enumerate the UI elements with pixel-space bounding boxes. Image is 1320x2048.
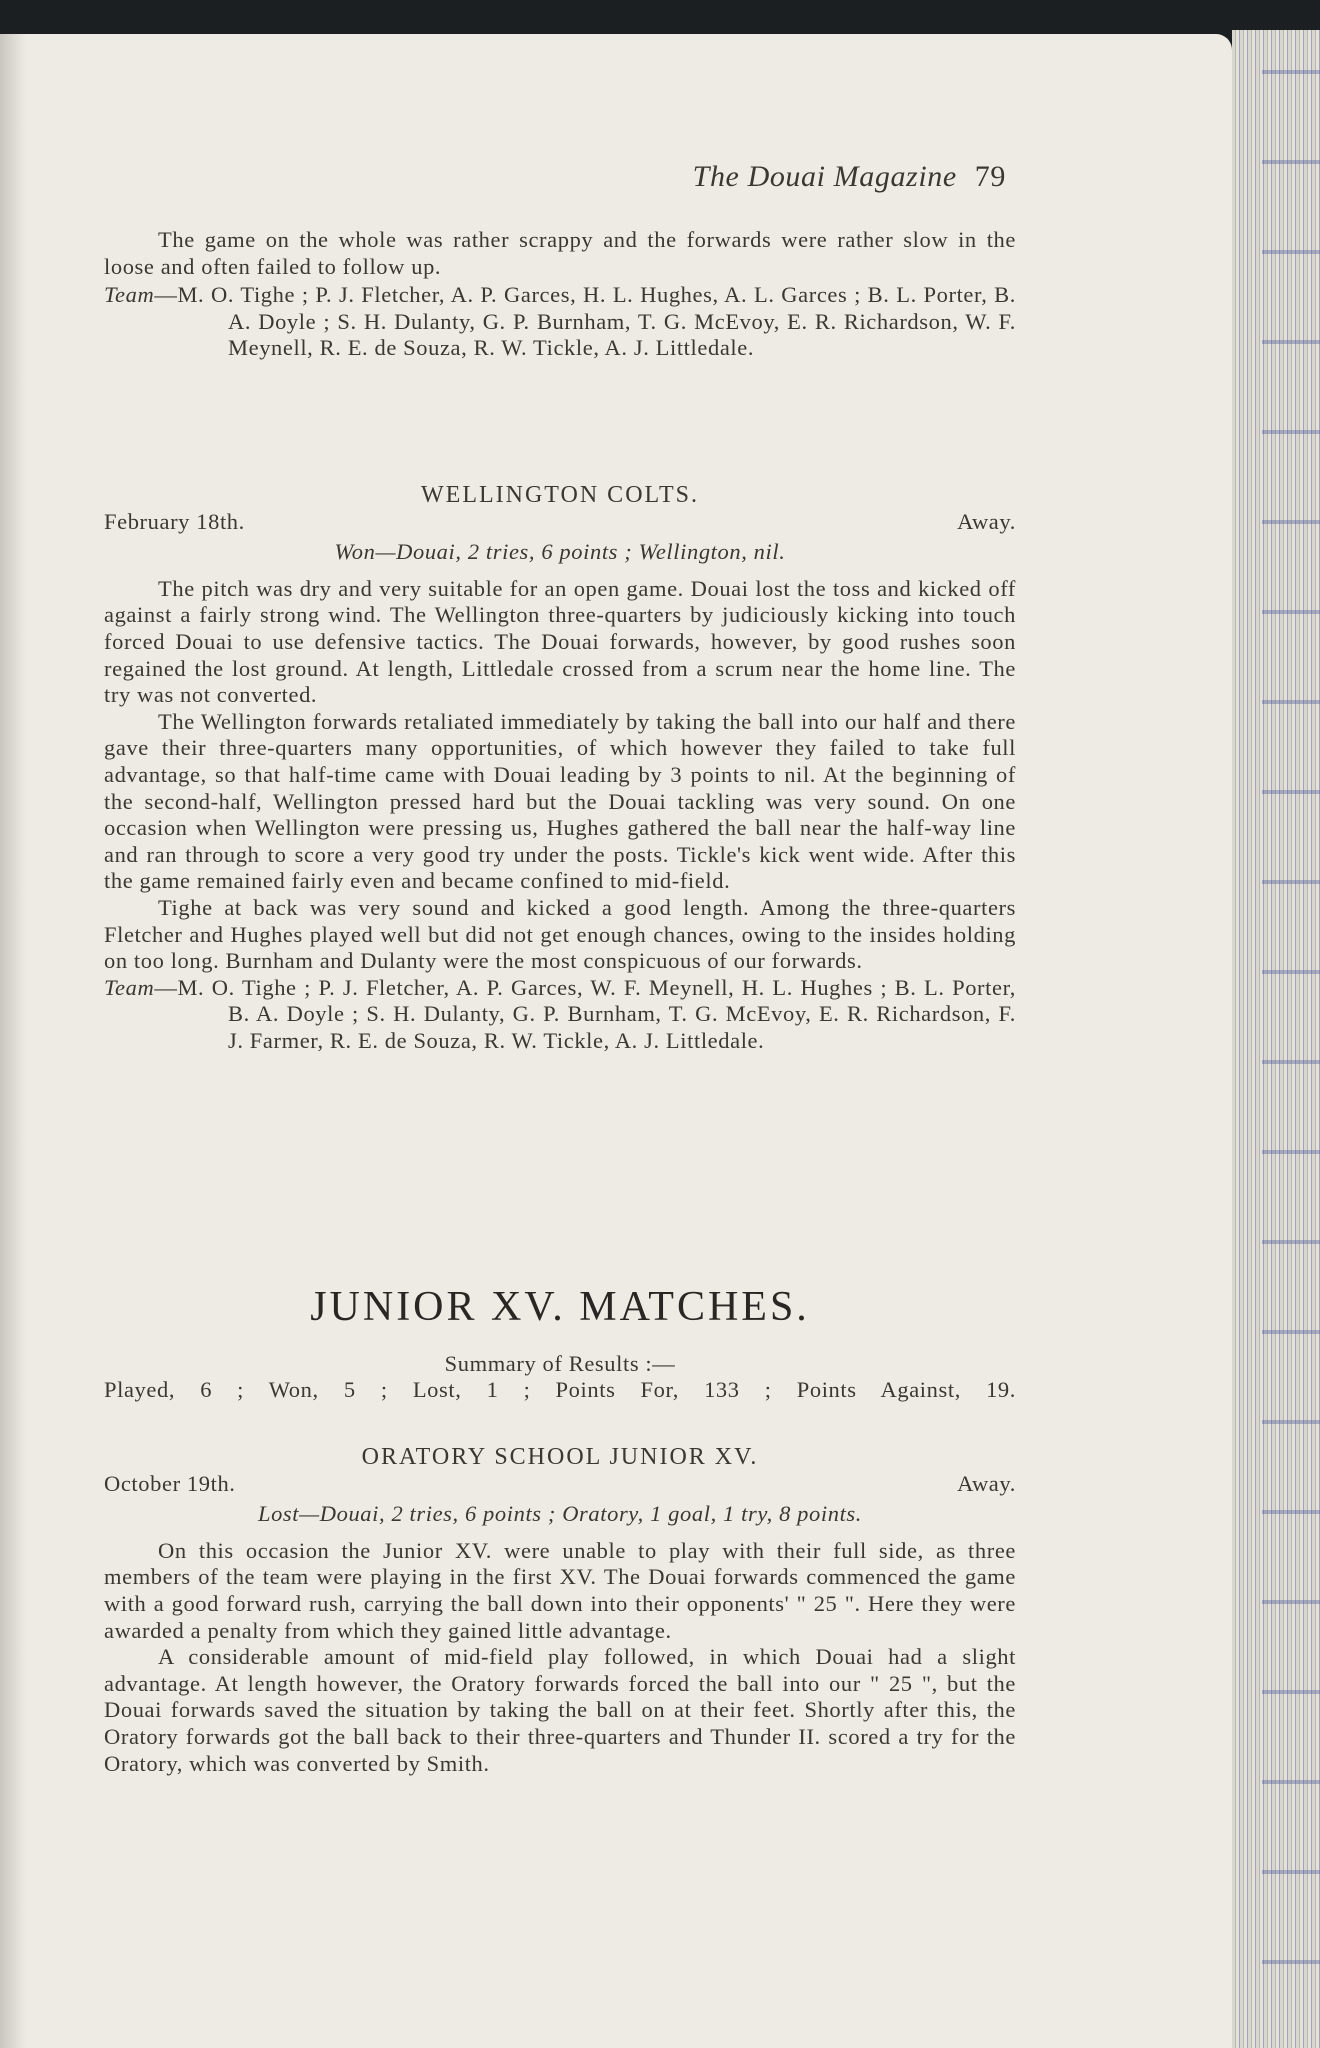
- intro-paragraph: The game on the whole was rather scrappy and the forwards were rather slow in the loose and often failed to follow up.: [104, 227, 1016, 279]
- report-paragraph-1: On this occasion the Junior XV. were unable to play with their full side, as three members of the team were playing in the first XV. The Douai forwards commenced the game with a good forward rush, carrying the ball down into their opponents' " 25 ". Here they were awarded a penalty from which they gained little advantage.: [104, 1537, 1016, 1643]
- main-heading: JUNIOR XV. MATCHES.: [310, 1284, 810, 1330]
- team-label: Team: [104, 282, 155, 308]
- match-info-row: [104, 509, 1016, 536]
- summary-results: Played, 6 ; Won, 5 ; Lost, 1 ; Points For, 133 ; Points Against, 19.: [104, 1377, 1016, 1403]
- wellington-section: [104, 482, 1016, 1054]
- match-venue: Away.: [957, 508, 1016, 534]
- match-result: Lost—Douai, 2 tries, 6 points ; Oratory, 1 goal, 1 try, 8 points.: [257, 1501, 863, 1527]
- intro-section: [104, 227, 1016, 362]
- page-number: 79: [974, 160, 1006, 193]
- team-names: —M. O. Tighe ; P. J. Fletcher, A. P. Garces, W. F. Meynell, H. L. Hughes ; B. L. Porter, B. A. Doyle ; S. H. Dulanty, G. P. Burnham, T. G. McEvoy, E. R. Richardson, F. J. Farmer, R. E. de Souza, R. W. Tickle, A. J. Littledale.: [154, 974, 1016, 1053]
- magazine-title: The Douai Magazine: [692, 160, 957, 193]
- wellington-team-list: [104, 975, 1016, 1055]
- page-gutter-shadow: [0, 34, 26, 2048]
- report-paragraph-2: The Wellington forwards retaliated immediately by taking the ball into our half and there gave their three-quarters many opportunities, of which however they failed to take full advantage, so that half-time came with Douai leading by 3 points to nil. At the beginning of the second-half, Wellington pressed hard but the Douai tackling was very sound. On one occasion when Wellington were pressing us, Hughes gathered the ball near the half-way line and ran through to score a very good try under the posts. Tickle's kick went wide. After this the game remained fairly even and became confined to mid-field.: [104, 708, 1016, 894]
- page-edges: [1232, 30, 1320, 2048]
- junior-section: [104, 1284, 1016, 1404]
- team-names: —M. O. Tighe ; P. J. Fletcher, A. P. Garces, H. L. Hughes, A. L. Garces ; B. L. Porter, B. A. Doyle ; S. H. Dulanty, G. P. Burnham, T. G. McEvoy, E. R. Richardson, W. F. Meynell, R. E. de Souza, R. W. Tickle, A. J. Littledale.: [154, 282, 1016, 361]
- report-paragraph-2: A considerable amount of mid-field play followed, in which Douai had a slight advantage. At length however, the Oratory forwards forced the ball into our " 25 ", but the Douai forwards saved the situation by taking the ball on at their feet. Shortly after this, the Oratory forwards got the ball back to their three-quarters and Thunder II. scored a try for the Oratory, which was converted by Smith.: [104, 1644, 1016, 1776]
- report-paragraph-3: Tighe at back was very sound and kicked a good length. Among the three-quarters Fletcher and Hughes played well but did not get enough chances, owing to the insides holding on too long. Burnham and Dulanty were the most conspicuous of our forwards.: [104, 894, 1016, 974]
- intro-team-list: [104, 282, 1016, 362]
- match-info-row: [104, 1471, 1016, 1498]
- magazine-page: [0, 34, 1232, 2048]
- match-date: February 18th.: [104, 508, 245, 534]
- oratory-section: [104, 1444, 1016, 1777]
- match-venue: Away.: [957, 1470, 1016, 1496]
- match-date: October 19th.: [104, 1470, 236, 1496]
- report-paragraph-1: The pitch was dry and very suitable for an open game. Douai lost the toss and kicked off against a fairly strong wind. The Wellington three-quarters by judiciously kicking into touch forced Douai to use defensive tactics. The Douai forwards, however, by good rushes soon regained the lost ground. At length, Littledale crossed from a scrum near the home line. The try was not converted.: [104, 575, 1016, 708]
- running-header: [692, 160, 1006, 193]
- team-label: Team: [104, 974, 155, 1000]
- section-heading: WELLINGTON COLTS.: [421, 482, 699, 508]
- summary-title: Summary of Results :—: [444, 1350, 676, 1376]
- match-result: Won—Douai, 2 tries, 6 points ; Wellington, nil.: [334, 539, 786, 565]
- section-heading: ORATORY SCHOOL JUNIOR XV.: [361, 1444, 759, 1470]
